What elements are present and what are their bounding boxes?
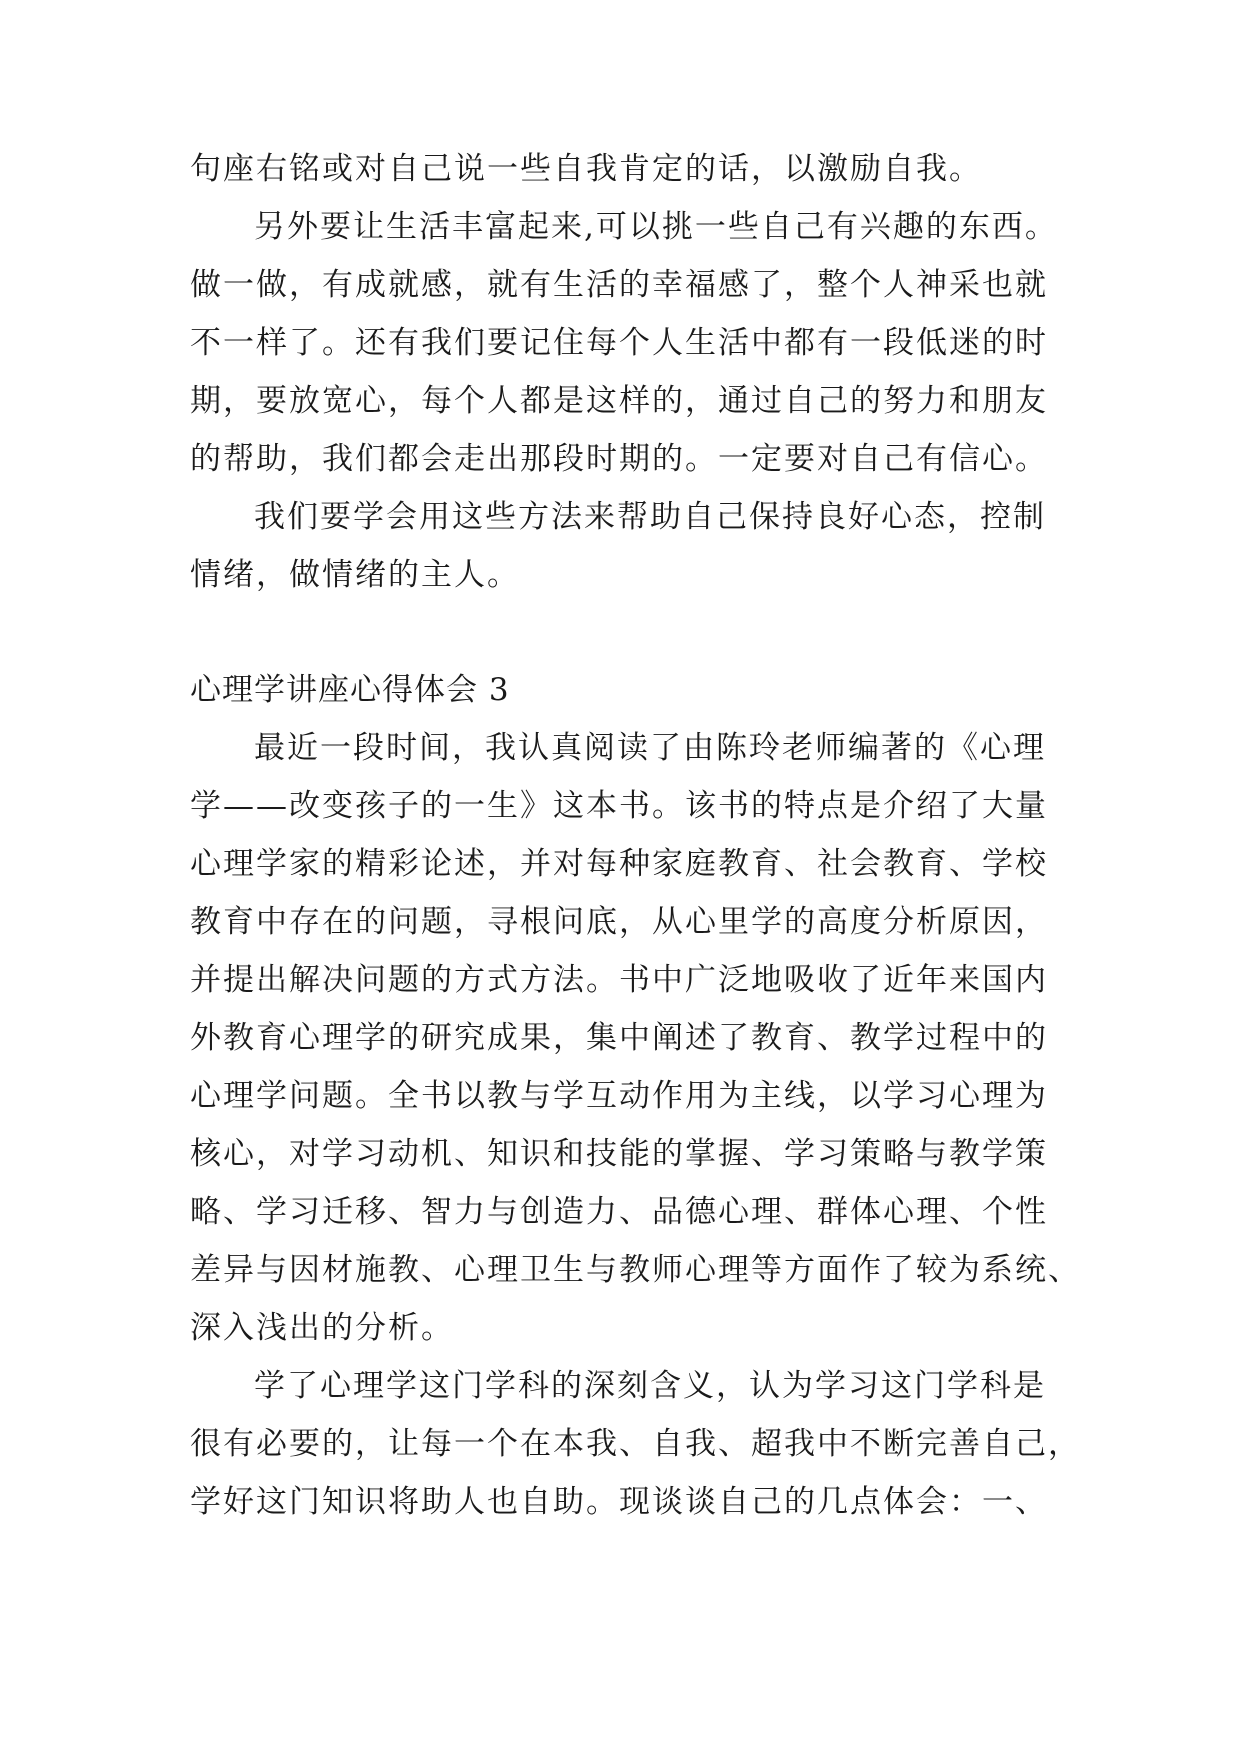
text-line: 心理学家的精彩论述，并对每种家庭教育、社会教育、学校 (190, 846, 1048, 882)
text-line: 不一样了。还有我们要记住每个人生活中都有一段低迷的时 (190, 325, 1048, 361)
paragraph-first-line: 学了心理学这门学科的深刻含义，认为学习这门学科是 (254, 1368, 1046, 1404)
text-line: 句座右铭或对自己说一些自我肯定的话，以激励自我。 (190, 151, 982, 187)
text-line: 学好这门知识将助人也自助。现谈谈自己的几点体会：一、 (190, 1484, 1048, 1520)
paragraph-first-line: 最近一段时间，我认真阅读了由陈玲老师编著的《心理 (254, 730, 1046, 766)
text-line: 情绪，做情绪的主人。 (190, 557, 520, 593)
text-line: 教育中存在的问题，寻根问底，从心里学的高度分析原因， (190, 904, 1048, 940)
text-line: 做一做，有成就感，就有生活的幸福感了，整个人神采也就 (190, 267, 1048, 303)
paragraph-first-line: 另外要让生活丰富起来,可以挑一些自己有兴趣的东西。 (254, 209, 1058, 245)
paragraph-first-line: 我们要学会用这些方法来帮助自己保持良好心态，控制 (254, 499, 1046, 535)
text-line: 的帮助，我们都会走出那段时期的。一定要对自己有信心。 (190, 441, 1048, 477)
section-heading: 心理学讲座心得体会 3 (190, 672, 510, 708)
text-line: 期，要放宽心，每个人都是这样的，通过自己的努力和朋友 (190, 383, 1048, 419)
text-line: 外教育心理学的研究成果，集中阐述了教育、教学过程中的 (190, 1020, 1048, 1056)
text-line: 并提出解决问题的方式方法。书中广泛地吸收了近年来国内 (190, 962, 1048, 998)
text-line: 心理学问题。全书以教与学互动作用为主线，以学习心理为 (190, 1078, 1048, 1114)
text-line: 很有必要的，让每一个在本我、自我、超我中不断完善自己， (190, 1426, 1081, 1462)
text-line: 略、学习迁移、智力与创造力、品德心理、群体心理、个性 (190, 1194, 1048, 1230)
text-line: 深入浅出的分析。 (190, 1310, 454, 1346)
text-line: 学——改变孩子的一生》这本书。该书的特点是介绍了大量 (190, 788, 1048, 824)
text-line: 差异与因材施教、心理卫生与教师心理等方面作了较为系统、 (190, 1252, 1081, 1288)
text-line: 核心，对学习动机、知识和技能的掌握、学习策略与教学策 (190, 1136, 1048, 1172)
